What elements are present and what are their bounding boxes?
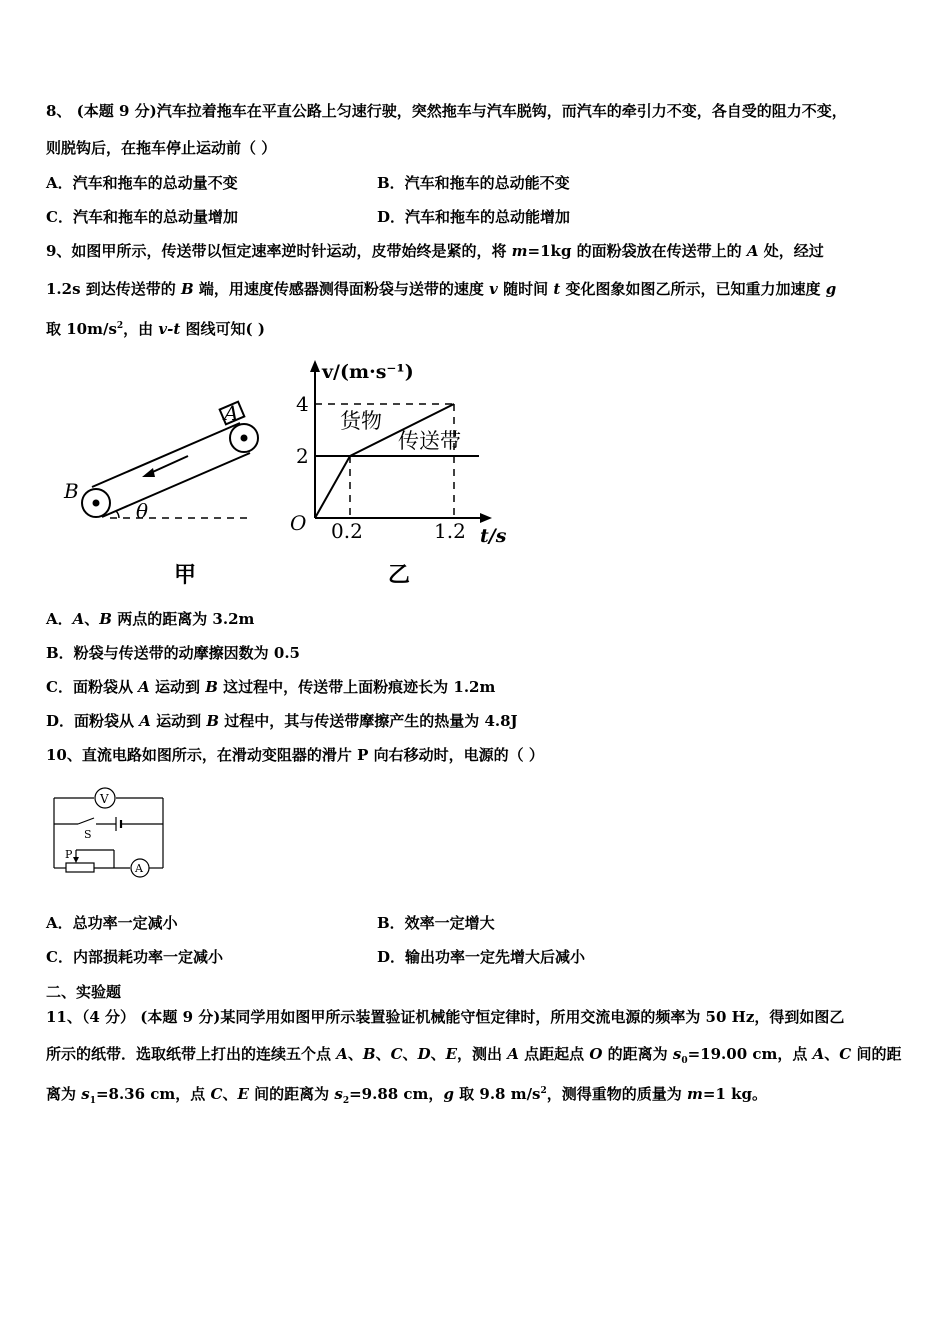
x-tick-0-2: 0.2 [331,519,363,543]
q11-stem-line3: 离为 $s_1=8.36$ cm，点 C、E 间的距离为 $s_2=9.88$ cm，g 取 9.8 $m/s^2$，测得重物的质量为 m=1 kg。 [46,1085,767,1106]
q9-option-a: A．A、B 两点的距离为 3.2m [46,610,255,628]
origin-label: O [290,511,307,535]
q8-stem-line1: 8、 (本题 9 分)汽车拉着拖车在平直公路上匀速行驶，突然拖车与汽车脱钩，而汽车的牵引力不变，各自受的阻力不变， [46,102,847,120]
q10-option-d: D．输出功率一定先增大后减小 [377,948,586,966]
angle-arc [116,511,119,518]
q9-stem-line3: 取 $10m/s^2$，由 v-t 图线可知( ) [46,320,265,338]
section-heading-experiment: 二、实验题 [46,983,122,1001]
q8-stem-line2: 则脱钩后，在拖车停止运动前（ ） [46,139,277,157]
rheostat [66,863,94,872]
goods-velocity-line [315,404,454,518]
q9-stem-line2: 1.2s 到达传送带的 B 端，用速度传感器测得面粉袋与送带的速度 v 随时间 t 变化图象如图乙所示，已知重力加速度 g [46,280,837,298]
v-axis-label: v/(m·s⁻¹) [322,361,414,383]
belt-label: 传送带 [398,429,461,453]
slider-arrow [73,857,79,863]
q10-option-c: C．内部损耗功率一定减小 [46,948,223,966]
switch-blade [78,818,94,824]
conveyor-belt-figure [58,390,268,590]
q11-stem-line1: 11、（4 分） (本题 9 分)某同学用如图甲所示装置验证机械能守恒定律时，所用交流电源的频率为 50 Hz，得到如图乙 [46,1008,845,1026]
q9-option-b: B．粉袋与传送带的动摩擦因数为 0.5 [46,644,300,662]
q8-option-c: C．汽车和拖车的总动量增加 [46,208,238,226]
q8-option-b: B．汽车和拖车的总动能不变 [377,174,570,192]
x-tick-1-2: 1.2 [434,519,466,543]
dc-circuit-figure [50,786,170,882]
y-tick-4: 4 [296,392,309,416]
caption-yi: 乙 [388,562,411,588]
pulley-b-axle [93,500,100,507]
velocity-time-graph [284,350,524,590]
q8-option-d: D．汽车和拖车的总动能增加 [377,208,571,226]
pulley-a-axle [241,435,248,442]
q9-option-c: C．面粉袋从 A 运动到 B 这过程中，传送带上面粉痕迹长为 1.2m [46,678,496,696]
ammeter-label: A [135,862,143,875]
y-tick-2: 2 [296,444,309,468]
caption-jia: 甲 [174,562,197,588]
q11-stem-line2: 所示的纸带．选取纸带上打出的连续五个点 A、B、C、D、E，测出 A 点距起点 O 的距离为 $s_0=19.00$ cm，点 A、C 间的距 [46,1045,902,1066]
q10-option-a: A．总功率一定减小 [46,914,178,932]
q9-option-d: D．面粉袋从 A 运动到 B 过程中，其与传送带摩擦产生的热量为 4.8J [46,712,518,730]
motion-arrow-head [142,468,155,477]
voltmeter-label: V [100,792,109,806]
belt-lower-line [102,453,250,517]
slider-label: P [65,848,73,861]
label-a: A [224,401,239,425]
q10-stem: 10、直流电路如图所示，在滑动变阻器的滑片 P 向右移动时，电源的（ ） [46,746,544,764]
label-b: B [64,479,79,503]
q9-stem-line1: 9、如图甲所示，传送带以恒定速率逆时针运动，皮带始终是紧的，将 m=1kg 的面粉袋放在传送带上的 A 处，经过 [46,242,824,260]
q10-option-b: B．效率一定增大 [377,914,495,932]
v-axis-arrow [310,360,320,372]
goods-label: 货物 [340,409,382,433]
belt-upper-line [92,423,240,487]
q8-option-a: A．汽车和拖车的总动量不变 [46,174,238,192]
t-axis-arrow [480,513,492,523]
switch-label: S [84,828,92,841]
label-theta: θ [136,499,149,523]
t-axis-label: t/s [480,525,507,547]
